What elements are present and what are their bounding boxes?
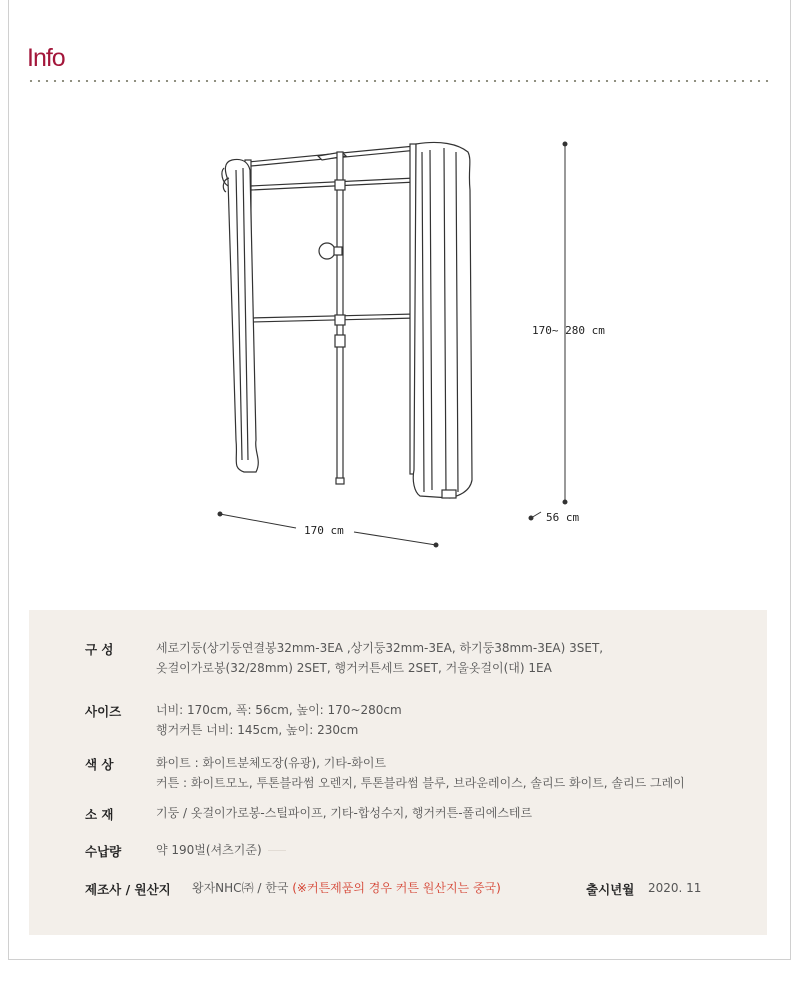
spec-line: 화이트 : 화이트분체도장(유광), 기타-화이트 [156, 756, 387, 770]
spec-value [156, 753, 685, 793]
spec-label: 제조사 / 원산지 [85, 882, 171, 897]
curtain-origin-note: (※커튼제품의 경우 커튼 원산지는 중국) [292, 881, 501, 895]
maker-value: 왕자NHC㈜ / 한국 [192, 881, 289, 895]
spec-line: 옷걸이가로봉(32/28mm) 2SET, 행거커튼세트 2SET, 거울옷걸이(대) 1EA [156, 661, 552, 675]
spec-label: 사이즈 [85, 704, 122, 719]
spec-line: 커튼 : 화이트모노, 투톤블라썸 오렌지, 투톤블라썸 블루, 브라운레이스, 솔리드 화이트, 솔리드 그레이 [156, 776, 685, 790]
release-value: 2020. 11 [648, 881, 702, 895]
spec-label: 색 상 [85, 757, 114, 772]
dotted-divider [27, 80, 772, 82]
faint-mark [268, 850, 286, 851]
height-dimension-line [563, 142, 567, 504]
spec-value [156, 803, 532, 823]
spec-panel [29, 610, 767, 935]
spec-line: 너비: 170cm, 폭: 56cm, 높이: 170~280cm [156, 703, 402, 717]
spec-value [156, 700, 402, 740]
spec-label: 소 재 [85, 807, 114, 822]
spec-value [156, 638, 603, 678]
spec-line: 약 190벌(셔츠기준) [156, 843, 262, 857]
release-label: 출시년월 [586, 882, 635, 897]
height-label: 170~ 280 cm [532, 324, 605, 337]
spec-value [156, 840, 286, 860]
spec-line: 세로기둥(상기둥연결봉32mm-3EA ,상기둥32mm-3EA, 하기둥38mm-3EA) 3SET, [156, 641, 604, 655]
spec-label: 구 성 [85, 642, 114, 657]
spec-label: 수납량 [85, 844, 122, 859]
product-diagram [0, 100, 800, 580]
spec-line: 행거커튼 너비: 145cm, 높이: 230cm [156, 723, 359, 737]
depth-dimension-line [529, 512, 541, 520]
width-label: 170 cm [304, 524, 344, 537]
spec-value [192, 878, 501, 898]
hanger-frame-illustration [222, 142, 472, 498]
section-title: Info [27, 44, 65, 72]
depth-label: 56 cm [546, 511, 580, 524]
spec-line: 기둥 / 옷걸이가로봉-스틸파이프, 기타-합성수지, 행거커튼-폴리에스테르 [156, 806, 533, 820]
